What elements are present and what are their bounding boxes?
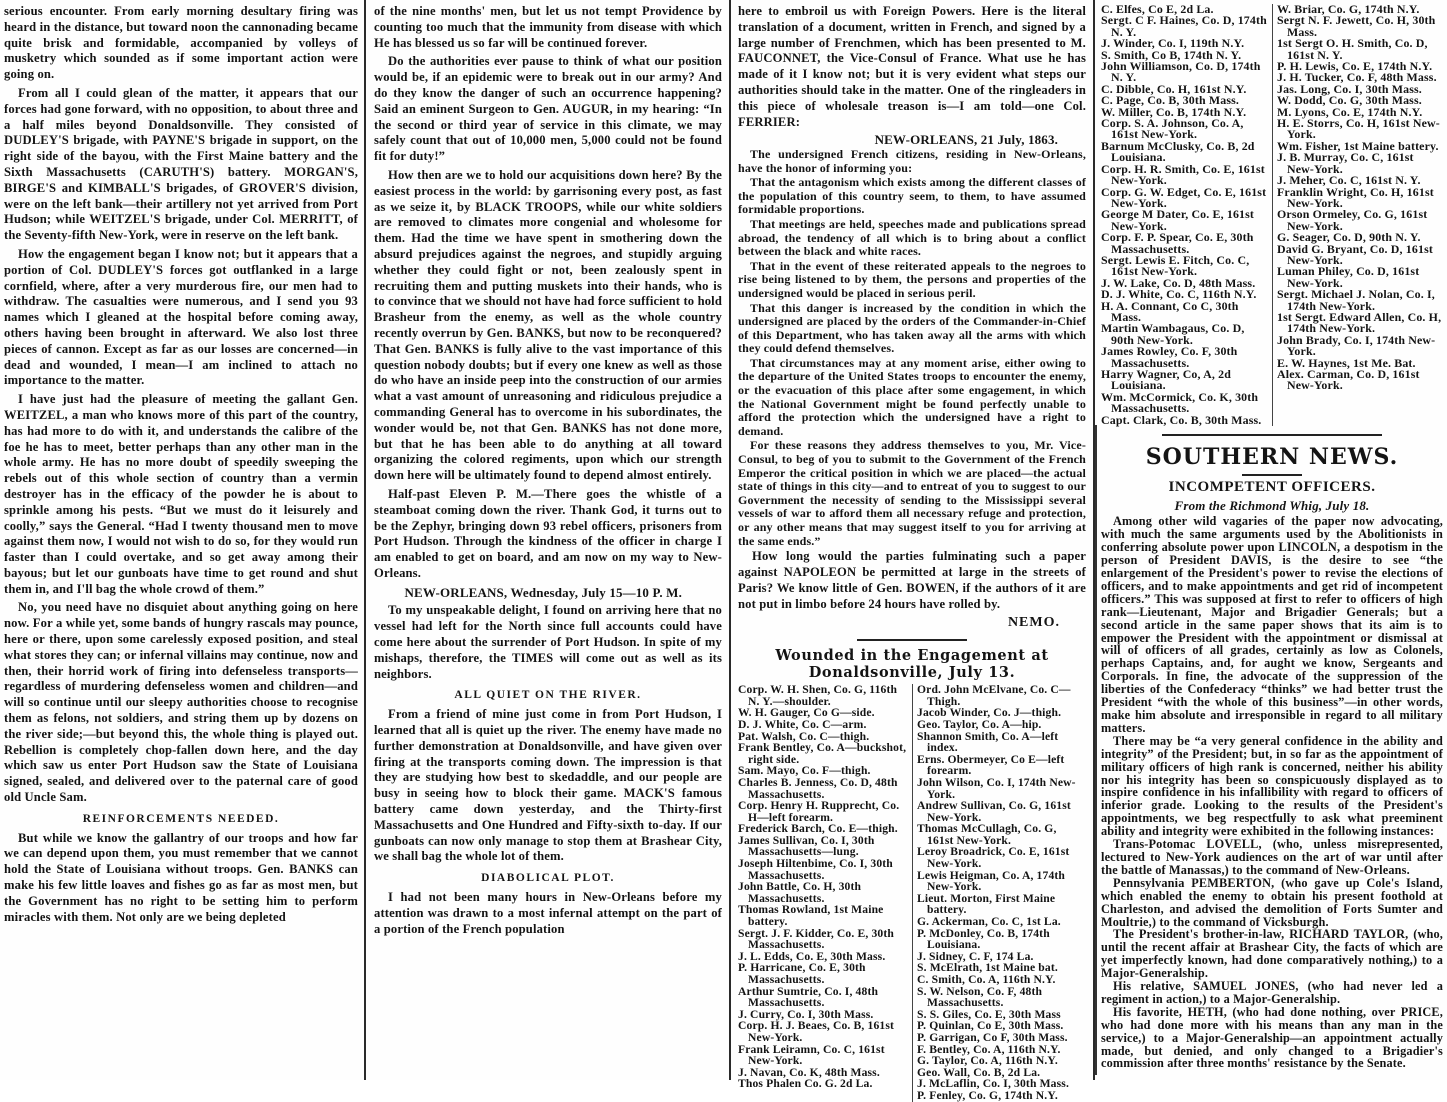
list-item: Joseph Hiltenbime, Co. I, 30th Massachusetts. [738, 857, 893, 882]
list-item: Orson Ormeley, Co. G, 161st New-York. [1277, 207, 1428, 233]
dateline: NEW-ORLEANS, Wednesday, July 15—10 P. M. [404, 584, 682, 600]
list-item: Leroy Broadrick, Co. E, 161st New-York. [917, 845, 1070, 871]
list-item: David G. Bryant, Co. D, 161st New-York. [1277, 241, 1433, 267]
article-headline: INCOMPETENT OFFICERS. [1168, 478, 1376, 495]
wounded-list [738, 684, 1086, 1101]
list-item: Martin Wambagaus, Co. D, 90th New-York. [1101, 321, 1245, 347]
list-item: C. Smith, Co. A, 116th N.Y. [917, 973, 1056, 987]
column-2 [374, 4, 722, 1080]
list-item: Wm. McCormick, Co. K, 30th Massachusetts. [1101, 389, 1259, 416]
list-item: S. S. Giles, Co. E, 30th Mass [917, 1007, 1061, 1021]
paragraph: But while we know the gallantry of our troops and how far we can depend upon them, you must remember that we cannot hold the State of Louisiana without troops. Gen. BANKS can make his few little loaves and fishes go as far as most men, but the Government has no right to be setting him to perform miracles with them. Not only are we being depleted [4, 830, 358, 924]
document-paragraph: That the antagonism which exists among the different classes of the population of this country seem, to them, to have assumed formidable proportions. [738, 175, 1086, 217]
box-border [1095, 425, 1097, 1075]
paragraph: How then are we to hold our acquisitions down here? By the easiest process in the world: by garrisoning every post, as fast as we seize it, by BLACK TROOPS, while our white soldiers are removed to climates more congenial and wholesome for them. Had the time we have spent in smothering down the absurd prejudices against the negroes, and stupidly arguing whether they could fight or not, been zealously spent in recruiting them and putting muskets into their hands, who is to convince that we should not have had force sufficient to hold Brasheur from the enemy, as well as the whole country recently overrun by Gen. BANKS, but now to be reconquered? That Gen. BANKS is fully alive to the vast importance of this question nobody doubts; but if every one knew as well as those do who have an inside peep into the construction of our armies what a vast amount of unreasoning and ridiculous prejudice a commanding General has to overcome in his subordinates, the wonder would be, not that Gen. BANKS has not done more, but that he has been able to do anything at all toward organizing the colored regiments, upon which our strength down here will be ultimately found to depend almost entirely. [374, 167, 722, 483]
list-item: Pat. Walsh, Co. C—thigh. [738, 729, 870, 743]
list-item: F. Bentley, Co. A, 116th N.Y. [917, 1042, 1061, 1056]
list-item: D. J. White, Co. C—arm. [738, 717, 867, 731]
list-item: Arthur Sumtrie, Co. I, 48th Massachusetts. [738, 984, 879, 1010]
list-item: Corp. G. W. Edget, Co. E, 161st New-York. [1101, 184, 1267, 210]
list-item: W. Dodd, Co. G, 30th Mass. [1277, 93, 1422, 108]
paragraph: From a friend of mine just come in from Port Hudson, I learned that all is quiet up the river. The enemy have made no further demonstration at Donaldsonville, and have given over firing at the transports coming down. The impression is that they are studying how best to skedaddle, and our people are busy in seeing how to block their game. MACK'S famous battery came down yesterday, and the Thirty-first Massachusetts and One Hundred and Fifty-sixth to-day. If our gunboats can now only manage to stop them at Brashear City, we shall bag the whole lot of them. [374, 707, 722, 864]
paragraph: Pennsylvania PEMBERTON, (who gave up Cole's Island, which enabled the enemy to obtain his present foothold at Charleston, and advised the demolition of Forts Sumter and Moultrie,) to the command of Vicksburgh. [1101, 875, 1443, 929]
paragraph: Half-past Eleven P. M.—There goes the whistle of a steamboat coming down the river. Thank God, it turns out to be the Zephyr, bringing down 93 rebel officers, prisoners from Port Hudson. Through the kindness of the officer in charge I am enabled to get on board, and am now on my way to New-Orleans. [374, 486, 722, 580]
list-item: Capt. Clark, Co. B, 30th Mass. [1101, 412, 1262, 427]
list-item: Shannon Smith, Co. A—left index. [917, 729, 1059, 755]
paragraph: of the nine months' men, but let us not tempt Providence by counting too much that the immunity from disease with which He has blessed us so far will be continued forever. [374, 4, 722, 50]
list-item: H. E. Storrs, Co. H, 161st New-York. [1277, 116, 1440, 142]
list-item: G. Ackerman, Co. C, 1st La. [917, 915, 1061, 929]
paragraph: No, you need have no disquiet about anything going on here now. For a while yet, some bands of hungry rascals may pounce, here or there, upon some carelessly exposed position, and steal what stores they can; or infernal villains may continue, now and then, their horrid work of firing into defenseless transports—regardless of murdering defenseless women and children—and will so continue until our sleepy authorities choose to recognise them as felons, not soldiers, and string them up by dozens on the river side;—but beyond this, the whole thing is played out. Rebellion is completely chop-fallen down here, and the day which saw us enter Port Hudson saw the State of Louisiana signed, sealed, and delivered over to the paternal care of good old Uncle Sam. [4, 600, 358, 805]
wounded-list-continued [1101, 4, 1443, 426]
paragraph: Do the authorities ever pause to think of what our position would be, if an epidemic were to break out in our army? And do they know the danger of such an occurrence happening? Said an eminent Surgeon to Gen. AUGUR, in my hearing: “In the second or third year of service in this climate, we may safely count that out of 10,000 men, 5,000 could not be found fit for duty!” [374, 54, 722, 164]
list-item: M. Lyons, Co. E, 174th N.Y. [1277, 104, 1423, 119]
document-paragraph: That meetings are held, speeches made and publications spread abroad, the tendency of all which is to bring about a conflict between the black and white races. [738, 216, 1086, 259]
list-item: C. Dibble, Co. H, 161st N.Y. [1101, 81, 1247, 96]
wounded-list-left [1101, 4, 1272, 426]
list-item: J. Sidney, C. F, 174 La. [917, 949, 1034, 963]
list-item: Geo. Wall, Co. B, 2d La. [917, 1065, 1041, 1079]
list-item: Andrew Sullivan, Co. G, 161st New-York. [917, 799, 1071, 824]
document-dateline: NEW-ORLEANS, 21 July, 1863. [874, 132, 1058, 148]
paragraph: There may be “a very general confidence in the ability and integrity” of the President; but, in so far as the appointment of military officers of high rank is concerned, neither his ability nor his integrity has been so conspicuously displayed as to inspire confidence in his infallibility with regard to officers of inferior grade. Looking to the results of the President's appointments, we beg respectfully to ask what preeminent ability and integrity were exhibited in the following instances: [1101, 733, 1443, 839]
column-4 [1101, 4, 1443, 1080]
list-item: John Battle, Co. H, 30th Massachusetts. [738, 880, 862, 905]
list-item: Frank Bentley, Co. A—buckshot, right side. [738, 741, 907, 766]
list-item: Thomas Rowland, 1st Maine battery. [738, 903, 884, 929]
list-item: Corp. H. J. Beaes, Co. B, 161st New-York. [738, 1019, 895, 1044]
list-item: Sergt N. F. Jewett, Co. H, 30th Mass. [1277, 13, 1436, 39]
document-paragraph: That circumstances may at any moment arise, either owing to the departure of the United States troops to encounter the enemy, or the evacuation of this place after some engagement, in which the National Government might be found perfectly unable to afford the protection which the undersigned have a right to demand. [738, 355, 1086, 438]
list-item: 1st Sergt O. H. Smith, Co. D, 161st N. Y. [1277, 36, 1428, 62]
section-heading: REINFORCEMENTS NEEDED. [82, 812, 280, 825]
list-item: Sergt. Michael J. Nolan, Co. I, 174th New-York. [1277, 287, 1435, 313]
column-3 [738, 4, 1086, 1102]
list-item: Corp. Henry H. Rupprecht, Co. H—left forearm. [738, 799, 900, 824]
list-item: Franklin Wright, Co. H, 161st New-York. [1277, 184, 1434, 210]
list-item: J. H. Tucker, Co. F, 48th Mass. [1277, 70, 1437, 85]
wounded-list-right [1272, 4, 1443, 426]
list-item: Corp. W. H. Shen, Co. G, 116th N. Y.—shoulder. [738, 683, 898, 708]
list-item: John Wilson, Co. I, 174th New-York. [917, 775, 1076, 801]
paragraph: Among other wild vagaries of the paper now advocating, with much the same arguments used by the Abolitionists in conferring absolute power upon LINCOLN, a despotism in the person of President DAVIS, is the desire to see “the enlargement of the President's power to revise the elections of officers, and to make appointments and get rid of incompetent officers.” This was supposed at first to refer to officers of high rank—Lieutenant, Major and Brigadier Generals; but a second article in the same paper shows that its aim is to empower the President with the appointment or dismissal at will of officers of all grades, certainly as low as Colonels, perhaps Captains, and, for aught we know, Sergeants and Corporals. In fine, the advocate of the suppression of the liberties of the Confederacy “thinks” we had better trust the President “with the whole of this business”—in other words, make him absolute and irresponsible in regard to all military matters. [1101, 514, 1443, 735]
list-item: Lewis Heigman, Co. A, 174th New-York. [917, 868, 1066, 894]
list-item: W. Briar, Co. G, 174th N.Y. [1277, 2, 1420, 16]
list-item: Jacob Winder, Co. J—thigh. [917, 706, 1062, 720]
list-item: W. Miller, Co. B, 174th N.Y. [1101, 104, 1247, 119]
list-item: John Williamson, Co. D, 174th N. Y. [1101, 59, 1261, 85]
list-item: H. A. Connant, Co C, 30th Mass. [1101, 298, 1239, 324]
list-item: G. Taylor, Co. A, 116th N.Y. [917, 1054, 1058, 1068]
list-item: C. Elfes, Co E, 2d La. [1101, 2, 1214, 16]
list-item: S. Smith, Co B, 174th N. Y. [1101, 47, 1242, 62]
list-item: George M Dater, Co. E, 161st New-York. [1101, 207, 1255, 233]
list-item: Ord. John McElvane, Co. C—Thigh. [917, 683, 1071, 708]
list-item: Alex. Carman, Co. D, 161st New-York. [1277, 367, 1420, 393]
list-item: J. Winder, Co. I, 119th N.Y. [1101, 36, 1245, 51]
list-item: J. B. Murray, Co. C, 161st New-York. [1277, 150, 1414, 176]
document-paragraph: That this danger is increased by the condition in which the undersigned are placed by the orders of the Commander-in-Chief of this Department, who has taken away all the arms with which they could defend themselves. [738, 300, 1086, 356]
section-banner: SOUTHERN NEWS. [1145, 444, 1399, 471]
list-item: James Rowley, Co. F, 30th Massachusetts. [1101, 344, 1238, 370]
list-item: C. Page, Co. B, 30th Mass. [1101, 93, 1239, 108]
paragraph: I have just had the pleasure of meeting the gallant Gen. WEITZEL, a man who knows more of this part of the country, has had more to do with it, and understands the calibre of the foe he has to meet, better perhaps than any other man in the whole army. He has no more doubt of speedily sweeping the rebels out of this whole section of country than a vermin destroyer has in the efficacy of the powder he is about to sprinkle among his pests. “But we must do it leisurely and coolly,” says the General. “Had I twenty thousand men to move against them now, I would not wish to do so, for they would run faster than I could overtake, and so get away among their bayous; but let our gunboats have time to get round and shut them in, and I'll bag the whole crowd of them.” [4, 392, 358, 596]
list-item: Harry Wagner, Co, A, 2d Louisiana. [1101, 367, 1231, 393]
divider [1162, 434, 1382, 436]
list-item: S. W. Nelson, Co. F, 48th Massachusetts. [917, 984, 1043, 1010]
list-item: Luman Philey, Co. D, 161st New-York. [1277, 264, 1420, 290]
document-paragraph: That in the event of these reiterated appeals to the negroes to rise being listened to by them, the persons and properties of the undersigned would be placed in serious peril. [738, 258, 1086, 300]
list-item: Lieut. Morton, First Maine battery. [917, 891, 1056, 917]
list-item: Corp. S. A. Johnson, Co. A, 161st New-York. [1101, 116, 1244, 142]
document-paragraph: For these reasons they address themselves to you, Mr. Vice-Consul, to beg of you to submit to the Government of the French Emperor the critical position in which we are placed—the actual state of things in this city—and to entreat of you to suggest to our Government the necessity of sending to the Mississippi several vessels of war to afford them all necessary refuge and protection, or any other means that may suggest itself to you for arriving at the same ends.” [738, 438, 1086, 548]
paragraph: His favorite, HETH, (who had done nothing, over PRICE, who had done more with his means than any man in the service,) to a Major-Generalship—an appointment actually made, but denied, and only changed to a Brigadier's commission after three months' resistance by the Senate. [1101, 1004, 1443, 1071]
signature: NEMO. [1007, 615, 1060, 631]
document-paragraph: The undersigned French citizens, residing in New-Orleans, have the honor of informing you: [738, 146, 1086, 175]
list-item: J. McLaflin, Co. I, 30th Mass. [917, 1077, 1069, 1091]
paragraph: How the engagement began I know not; but it appears that a portion of Col. DUDLEY'S forces got outflanked in a large cornfield, where, after a very murderous fire, our men had to withdraw. The casualties were numerous, and I send you 93 names which I gleaned at the hospital before coming away, others having been brought in afterward. We also lost three pieces of cannon. Except as far as our losses are concerned—in dead and wounded, I mean—I am inclined to attach no importance to the matter. [4, 246, 358, 388]
list-item: J. L. Edds, Co. E, 30th Mass. [738, 949, 886, 963]
list-item: P. Harricane, Co. E, 30th Massachusetts. [738, 961, 866, 987]
list-item: Charles B. Jenness, Co. D, 48th Massachusetts. [738, 775, 898, 801]
list-item: J. Meher, Co. C, 161st N. Y. [1277, 173, 1421, 188]
paragraph: To my unspeakable delight, I found on arriving here that no vessel had left for the North since full accounts could have come here about the surrender of Port Hudson. In spite of my mishaps, therefore, the TIMES will come out as well as its neighbors. [374, 603, 722, 681]
paragraph: From all I could glean of the matter, it appears that our forces had gone forward, with no opposition, to about three and a half miles beyond Donaldsonville. They consisted of DUDLEY'S brigade, with PAYNE'S brigade in support, on the right side of the bayou, with the First Maine battery and the Sixth Massachusetts (CARUTH'S) battery. MORGAN'S, BIRGE'S and KIMBALL'S brigades, of GROVER'S division, were on the left bank—their artillery not yet arrived from Port Hudson; while WEITZEL'S brigade, under Col. MERRITT, of the Seventy-fifth New-York, were in reserve on the left bank. [4, 85, 358, 243]
wounded-list-left [738, 684, 912, 1101]
list-item: P. H. Lewis, Co. E, 174th N.Y. [1277, 59, 1433, 74]
list-item: J. Curry, Co. I, 30th Mass. [738, 1007, 874, 1021]
article-source: From the Richmond Whig, July 18. [1174, 497, 1370, 513]
list-item: Geo. Taylor, Co. A—hip. [917, 717, 1042, 731]
list-item: P. Quinlan, Co E, 30th Mass. [917, 1019, 1064, 1033]
paragraph: serious encounter. From early morning desultary firing was heard in the distance, but toward noon the cannonading became quite brisk and formidable, accompanied by volleys of musketry which sounded as if some important action were going on. [4, 4, 358, 82]
paragraph: The President's brother-in-law, RICHARD TAYLOR, (who, until the recent affair at Brashear City, the facts of which are yet imperfectly known, had done comparatively nothing,) to a Major-Generalship. [1101, 927, 1443, 981]
list-item: John Brady, Co. I, 174th New-York. [1277, 332, 1436, 359]
divider [1242, 474, 1302, 476]
list-item: Thomas McCullagh, Co. G, 161st New-York. [917, 822, 1057, 847]
list-item: Frank Leiramn, Co. C, 161st New-York. [738, 1042, 885, 1068]
list-item: G. Seager, Co. D, 90th N. Y. [1277, 230, 1421, 245]
column-rule [364, 0, 366, 1080]
list-item: E. W. Haynes, 1st Me. Bat. [1277, 355, 1416, 370]
list-item: 1st Sergt. Edward Allen, Co. H, 174th New-York. [1277, 309, 1442, 336]
french-document [738, 133, 1086, 548]
list-item: Thos Phalen Co. G. 2d La. [738, 1077, 873, 1091]
list-item: S. McElrath, 1st Maine bat. [917, 961, 1058, 975]
list-item: Wm. Fisher, 1st Maine battery. [1277, 138, 1439, 153]
list-item: P. Fenley, Co. G, 174th N.Y. [917, 1088, 1058, 1102]
paragraph: How long would the parties fulminating such a paper against NAPOLEON be permitted at large in the streets of Paris? We know little of Gen. BOWEN, if the authors of it are not put in limbo before 24 hours have rolled by. [738, 549, 1086, 611]
list-item: Erns. Obermeyer, Co E—left forearm. [917, 752, 1065, 778]
column-1 [4, 4, 358, 1080]
paragraph: here to embroil us with Foreign Powers. Here is the literal translation of a document, written in French, and signed by a large number of Frenchmen, which has been presented to M. FAUCONNET, the Vice-Consul of France. What use he has made of it I know not; but it is very evident what steps our authorities should take in the matter. One of the ringleaders in this piece of wholesale treason is—I am told—one Col. FERRIER: [738, 4, 1086, 129]
paragraph: Trans-Potomac LOVELL, (who, unless misrepresented, lectured to New-York audiences on the art of war until after the battle of Manassas,) to the command of New-Orleans. [1101, 837, 1443, 877]
list-item: Corp. F. P. Spear, Co. E, 30th Massachusetts. [1101, 230, 1254, 256]
wounded-list-right [912, 684, 1086, 1101]
section-heading: DIABOLICAL PLOT. [481, 872, 615, 885]
list-item: Barnum McClusky, Co. B, 2d Louisiana. [1101, 138, 1255, 165]
article-body [1101, 515, 1443, 1070]
list-item: W. H. Gauger, Co G—side. [738, 706, 875, 720]
paragraph: His relative, SAMUEL JONES, (who had never led a regiment in action,) to a Major-Generalship. [1101, 979, 1443, 1006]
section-heading: ALL QUIET ON THE RIVER. [454, 689, 642, 702]
list-item: Sergt. C F. Haines, Co. D, 174th N. Y. [1101, 13, 1267, 39]
list-item: D. J. White, Co. C, 116th N.Y. [1101, 287, 1257, 302]
wounded-list-title: Wounded in the Engagement at Donaldsonville, July 13. [775, 647, 1049, 682]
list-item: Sergt. Lewis E. Fitch, Co. C, 161st New-York. [1101, 252, 1250, 279]
column-rule [729, 0, 731, 1080]
list-item: J. Navan, Co. K, 48th Mass. [738, 1065, 880, 1079]
list-item: P. Garrigan, Co F, 30th Mass. [917, 1030, 1068, 1044]
list-item: Jas. Long, Co. I, 30th Mass. [1277, 81, 1422, 96]
list-item: James Sullivan, Co. I, 30th Massachusetts—lung. [738, 833, 875, 859]
list-item: Frederick Barch, Co. E—thigh. [738, 822, 898, 836]
list-item: P. McDonley, Co. B, 174th Louisiana. [917, 926, 1050, 952]
list-item: Sam. Mayo, Co. F—thigh. [738, 764, 871, 778]
divider [857, 639, 967, 641]
paragraph: I had not been many hours in New-Orleans before my attention was drawn to a most infernal attempt on the part of a portion of the French population [374, 890, 722, 936]
list-item: J. W. Lake, Co. D, 48th Mass. [1101, 275, 1256, 290]
list-item: Corp. H. R. Smith, Co. E, 161st New-York. [1101, 161, 1265, 188]
list-item: Sergt. J. F. Kidder, Co. E, 30th Massachusetts. [738, 926, 894, 952]
